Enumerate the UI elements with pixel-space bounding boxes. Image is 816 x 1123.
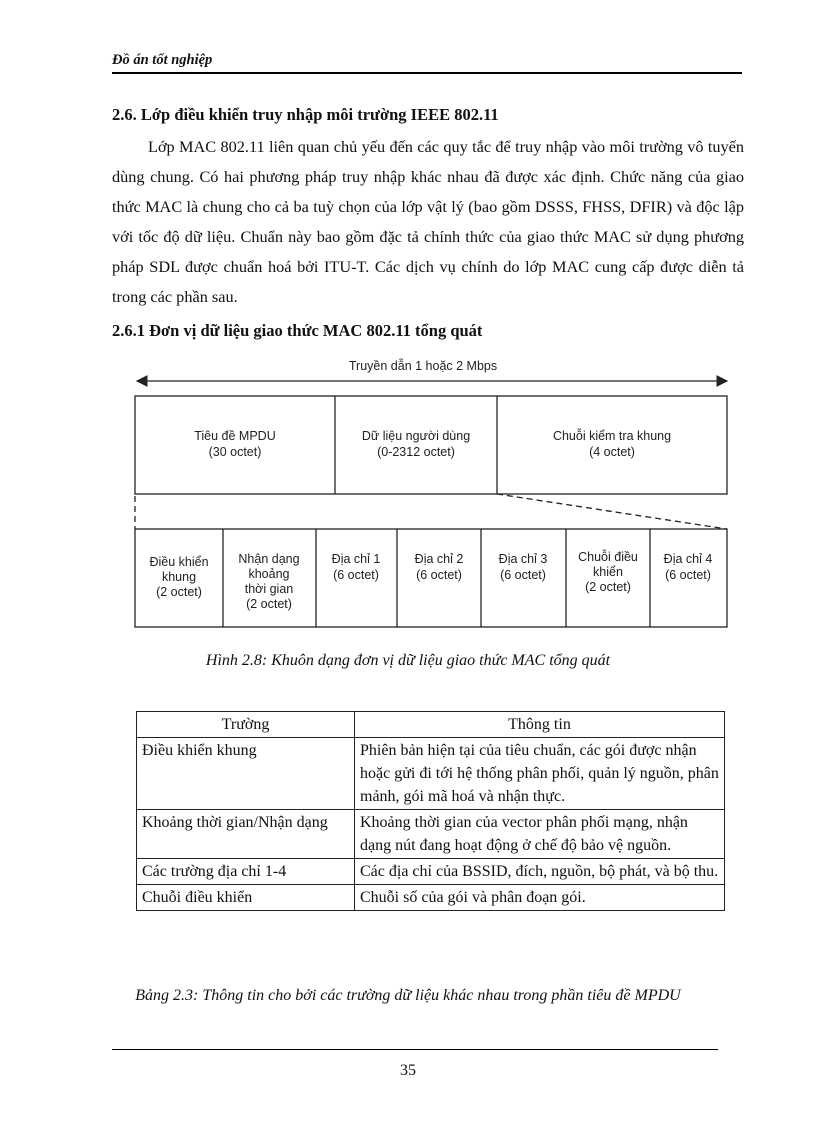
svg-text:Chuỗi kiểm tra khung: Chuỗi kiểm tra khung (552, 429, 672, 443)
svg-text:Tiêu đề MPDU: Tiêu đề MPDU (194, 429, 276, 443)
field-address-3 (499, 552, 548, 582)
field-address-2 (415, 552, 464, 582)
column-header: Thông tin (355, 712, 725, 738)
field-cell: Các trường địa chỉ 1-4 (137, 859, 355, 885)
svg-text:(2 octet): (2 octet) (246, 597, 292, 611)
footer-rule (112, 1049, 718, 1050)
info-cell: Khoảng thời gian của vector phân phối mạng, nhận dạng nút đang hoạt động ở chế độ bảo vệ nguồn. (355, 810, 725, 859)
svg-text:Điều khiển: Điều khiển (149, 555, 209, 569)
running-header: Đồ án tốt nghiệp (112, 52, 213, 68)
svg-text:(2 octet): (2 octet) (585, 580, 631, 594)
field-address-1 (332, 552, 381, 582)
svg-text:(30 octet): (30 octet) (208, 445, 262, 459)
svg-text:(6 octet): (6 octet) (500, 568, 546, 582)
field-sequence-control (578, 549, 638, 594)
svg-text:(2 octet): (2 octet) (156, 585, 202, 599)
table-row (137, 738, 725, 810)
field-duration-id (238, 552, 299, 611)
transmission-rate-label: Truyền dẫn 1 hoặc 2 Mbps (348, 359, 498, 373)
svg-text:Chuỗi điều: Chuỗi điều (578, 550, 638, 564)
field-address-4 (664, 552, 713, 582)
svg-text:khung: khung (161, 570, 197, 584)
svg-text:Địa chỉ 3: Địa chỉ 3 (498, 552, 548, 566)
svg-text:khoảng: khoảng (248, 567, 290, 581)
subsection-heading: 2.6.1 Đơn vị dữ liệu giao thức MAC 802.11 tổng quát (112, 321, 483, 340)
field-user-data (362, 429, 470, 459)
svg-text:Địa chỉ 4: Địa chỉ 4 (663, 552, 713, 566)
info-cell: Các địa chỉ của BSSID, đích, nguồn, bộ phát, và bộ thu. (355, 859, 725, 885)
section-heading: 2.6. Lớp điều khiển truy nhập môi trường IEEE 802.11 (112, 105, 499, 124)
info-cell: Chuỗi số của gói và phân đoạn gói. (355, 885, 725, 911)
svg-text:(4 octet): (4 octet) (589, 445, 635, 459)
field-frame-check-sequence (553, 428, 671, 459)
info-cell: Phiên bản hiện tại của tiêu chuẩn, các gói được nhận hoặc gửi đi tới hệ thống phân phối, quản lý nguồn, phân mảnh, gói mã hoá và nhận thực. (355, 738, 725, 810)
field-cell: Khoảng thời gian/Nhận dạng (137, 810, 355, 859)
mpdu-fields-table (136, 711, 725, 911)
field-frame-control (149, 555, 208, 599)
figure-caption: Hình 2.8: Khuôn dạng đơn vị dữ liệu giao thức MAC tổng quát (205, 652, 611, 669)
svg-text:khiển: khiển (593, 565, 623, 579)
field-mpdu-header (194, 429, 276, 459)
field-cell: Chuỗi điều khiển (137, 885, 355, 911)
svg-text:thời gian: thời gian (244, 582, 294, 596)
table-row (137, 810, 725, 859)
paragraph-text: Lớp MAC 802.11 liên quan chủ yếu đến các quy tắc để truy nhập vào môi trường vô tuyến dùng chung. Có hai phương pháp truy nhập khác nhau đã được xác định. Chức năng của giao thức MAC là chung cho cả ba tuỳ chọn của lớp vật lý (bao gồm DSSS, FHSS, DFIR) và độc lập với tốc độ dữ liệu. Chuẩn này bao gồm đặc tả chính thức của giao thức MAC sử dụng phương pháp SDL được chuẩn hoá bởi ITU-T. Các dịch vụ chính do lớp MAC cung cấp được diễn tả trong các phần sau. (112, 137, 744, 306)
svg-text:Địa chỉ 1: Địa chỉ 1 (331, 552, 381, 566)
page-number: 35 (400, 1062, 416, 1079)
expansion-right-dash (497, 494, 727, 529)
table-row (137, 885, 725, 911)
svg-text:(6 octet): (6 octet) (665, 568, 711, 582)
svg-text:(6 octet): (6 octet) (333, 568, 379, 582)
table-caption: Bảng 2.3: Thông tin cho bởi các trường dữ liệu khác nhau trong phần tiêu đề MPDU (135, 987, 681, 1004)
svg-text:(0-2312 octet): (0-2312 octet) (377, 445, 455, 459)
column-header: Trường (137, 712, 355, 738)
table-header-row (137, 712, 725, 738)
table-row (137, 859, 725, 885)
svg-text:Nhận dạng: Nhận dạng (238, 552, 300, 566)
svg-text:Địa chỉ 2: Địa chỉ 2 (414, 552, 464, 566)
svg-text:(6 octet): (6 octet) (416, 568, 462, 582)
svg-text:Dữ liệu người dùng: Dữ liệu người dùng (361, 429, 471, 443)
field-cell: Điều khiển khung (137, 738, 355, 810)
